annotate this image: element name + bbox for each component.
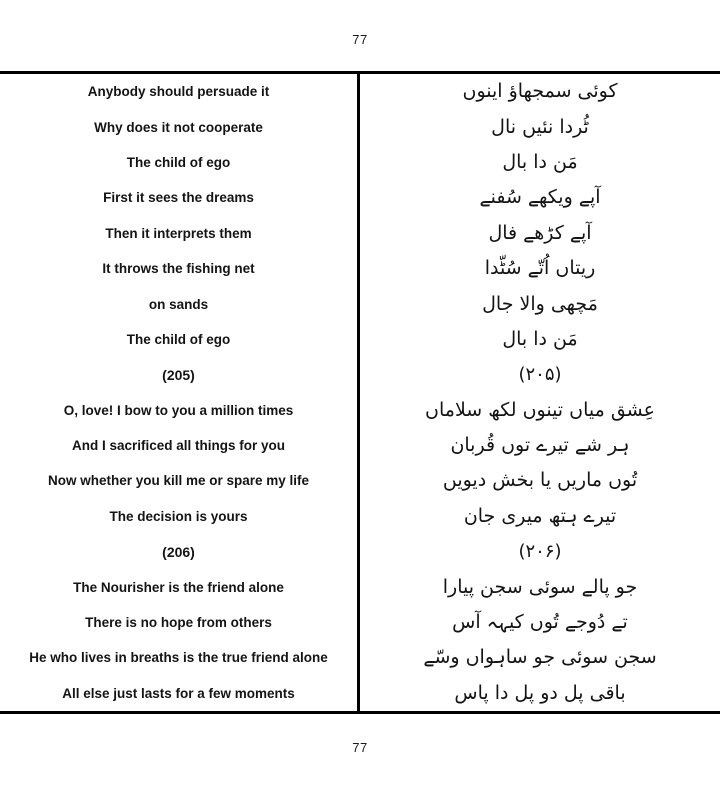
english-verse-line: There is no hope from others <box>0 605 360 640</box>
urdu-verse-line: آپے ویکھے سُفنے <box>479 186 601 209</box>
verse-number-urdu: (۲۰۶) <box>518 540 562 562</box>
urdu-verse-line: مَن دا بال <box>502 150 578 173</box>
urdu-verse-line: آپے کڑھے فال <box>488 221 592 244</box>
english-verse-line: The Nourisher is the friend alone <box>0 569 360 604</box>
page-number-bottom: 77 <box>352 740 368 755</box>
verse-number-urdu: (۲۰۵) <box>518 363 562 385</box>
english-verse-line: Now whether you kill me or spare my life <box>0 463 360 498</box>
english-verse-line: O, love! I bow to you a million times <box>0 393 360 428</box>
verse-number-english: (205) <box>0 357 360 392</box>
english-verse-line: And I sacrificed all things for you <box>0 428 360 463</box>
urdu-verse-line: تے دُوجے تُوں کیہہ آس <box>452 611 628 634</box>
verse-table <box>0 71 720 714</box>
urdu-verse-line: ریتاں اُتّے سُٹّدا <box>484 257 596 280</box>
urdu-verse-line: سجن سوئی جو ساہواں وسّے <box>423 646 657 669</box>
english-verse-line: The decision is yours <box>0 499 360 534</box>
english-verse-line: The child of ego <box>0 145 360 180</box>
urdu-verse-line: تُوں ماریں یا بخش دیویں <box>442 469 638 492</box>
verse-number-english: (206) <box>0 534 360 569</box>
urdu-verse-line: تیرے ہتھ میری جان <box>463 504 617 527</box>
urdu-verse-line: باقی پل دو پل دا پاس <box>454 681 626 704</box>
english-verse-line: First it sees the dreams <box>0 180 360 215</box>
urdu-verse-line: ٹُردا نئیں نال <box>491 115 589 138</box>
urdu-verse-line: عِشق میاں تینوں لکھ سلاماں <box>425 398 655 421</box>
english-verse-line: on sands <box>0 286 360 321</box>
urdu-verse-line: مَچھی والا جال <box>482 292 598 315</box>
page-number-top: 77 <box>352 32 368 47</box>
english-verse-line: It throws the fishing net <box>0 251 360 286</box>
urdu-verse-line: مَن دا بال <box>502 327 578 350</box>
english-verse-line: The child of ego <box>0 322 360 357</box>
english-verse-line: Anybody should persuade it <box>0 74 360 109</box>
english-verse-line: He who lives in breaths is the true friend alone <box>0 640 360 675</box>
english-verse-line: Why does it not cooperate <box>0 109 360 144</box>
english-verse-line: All else just lasts for a few moments <box>0 676 360 711</box>
english-verse-line: Then it interprets them <box>0 216 360 251</box>
urdu-verse-line: کوئی سمجھاؤ اینوں <box>462 80 618 103</box>
urdu-verse-line: جو پالے سوئی سجن پیارا <box>442 575 638 598</box>
urdu-verse-line: ہر شے تیرے توں قُربان <box>450 434 630 457</box>
